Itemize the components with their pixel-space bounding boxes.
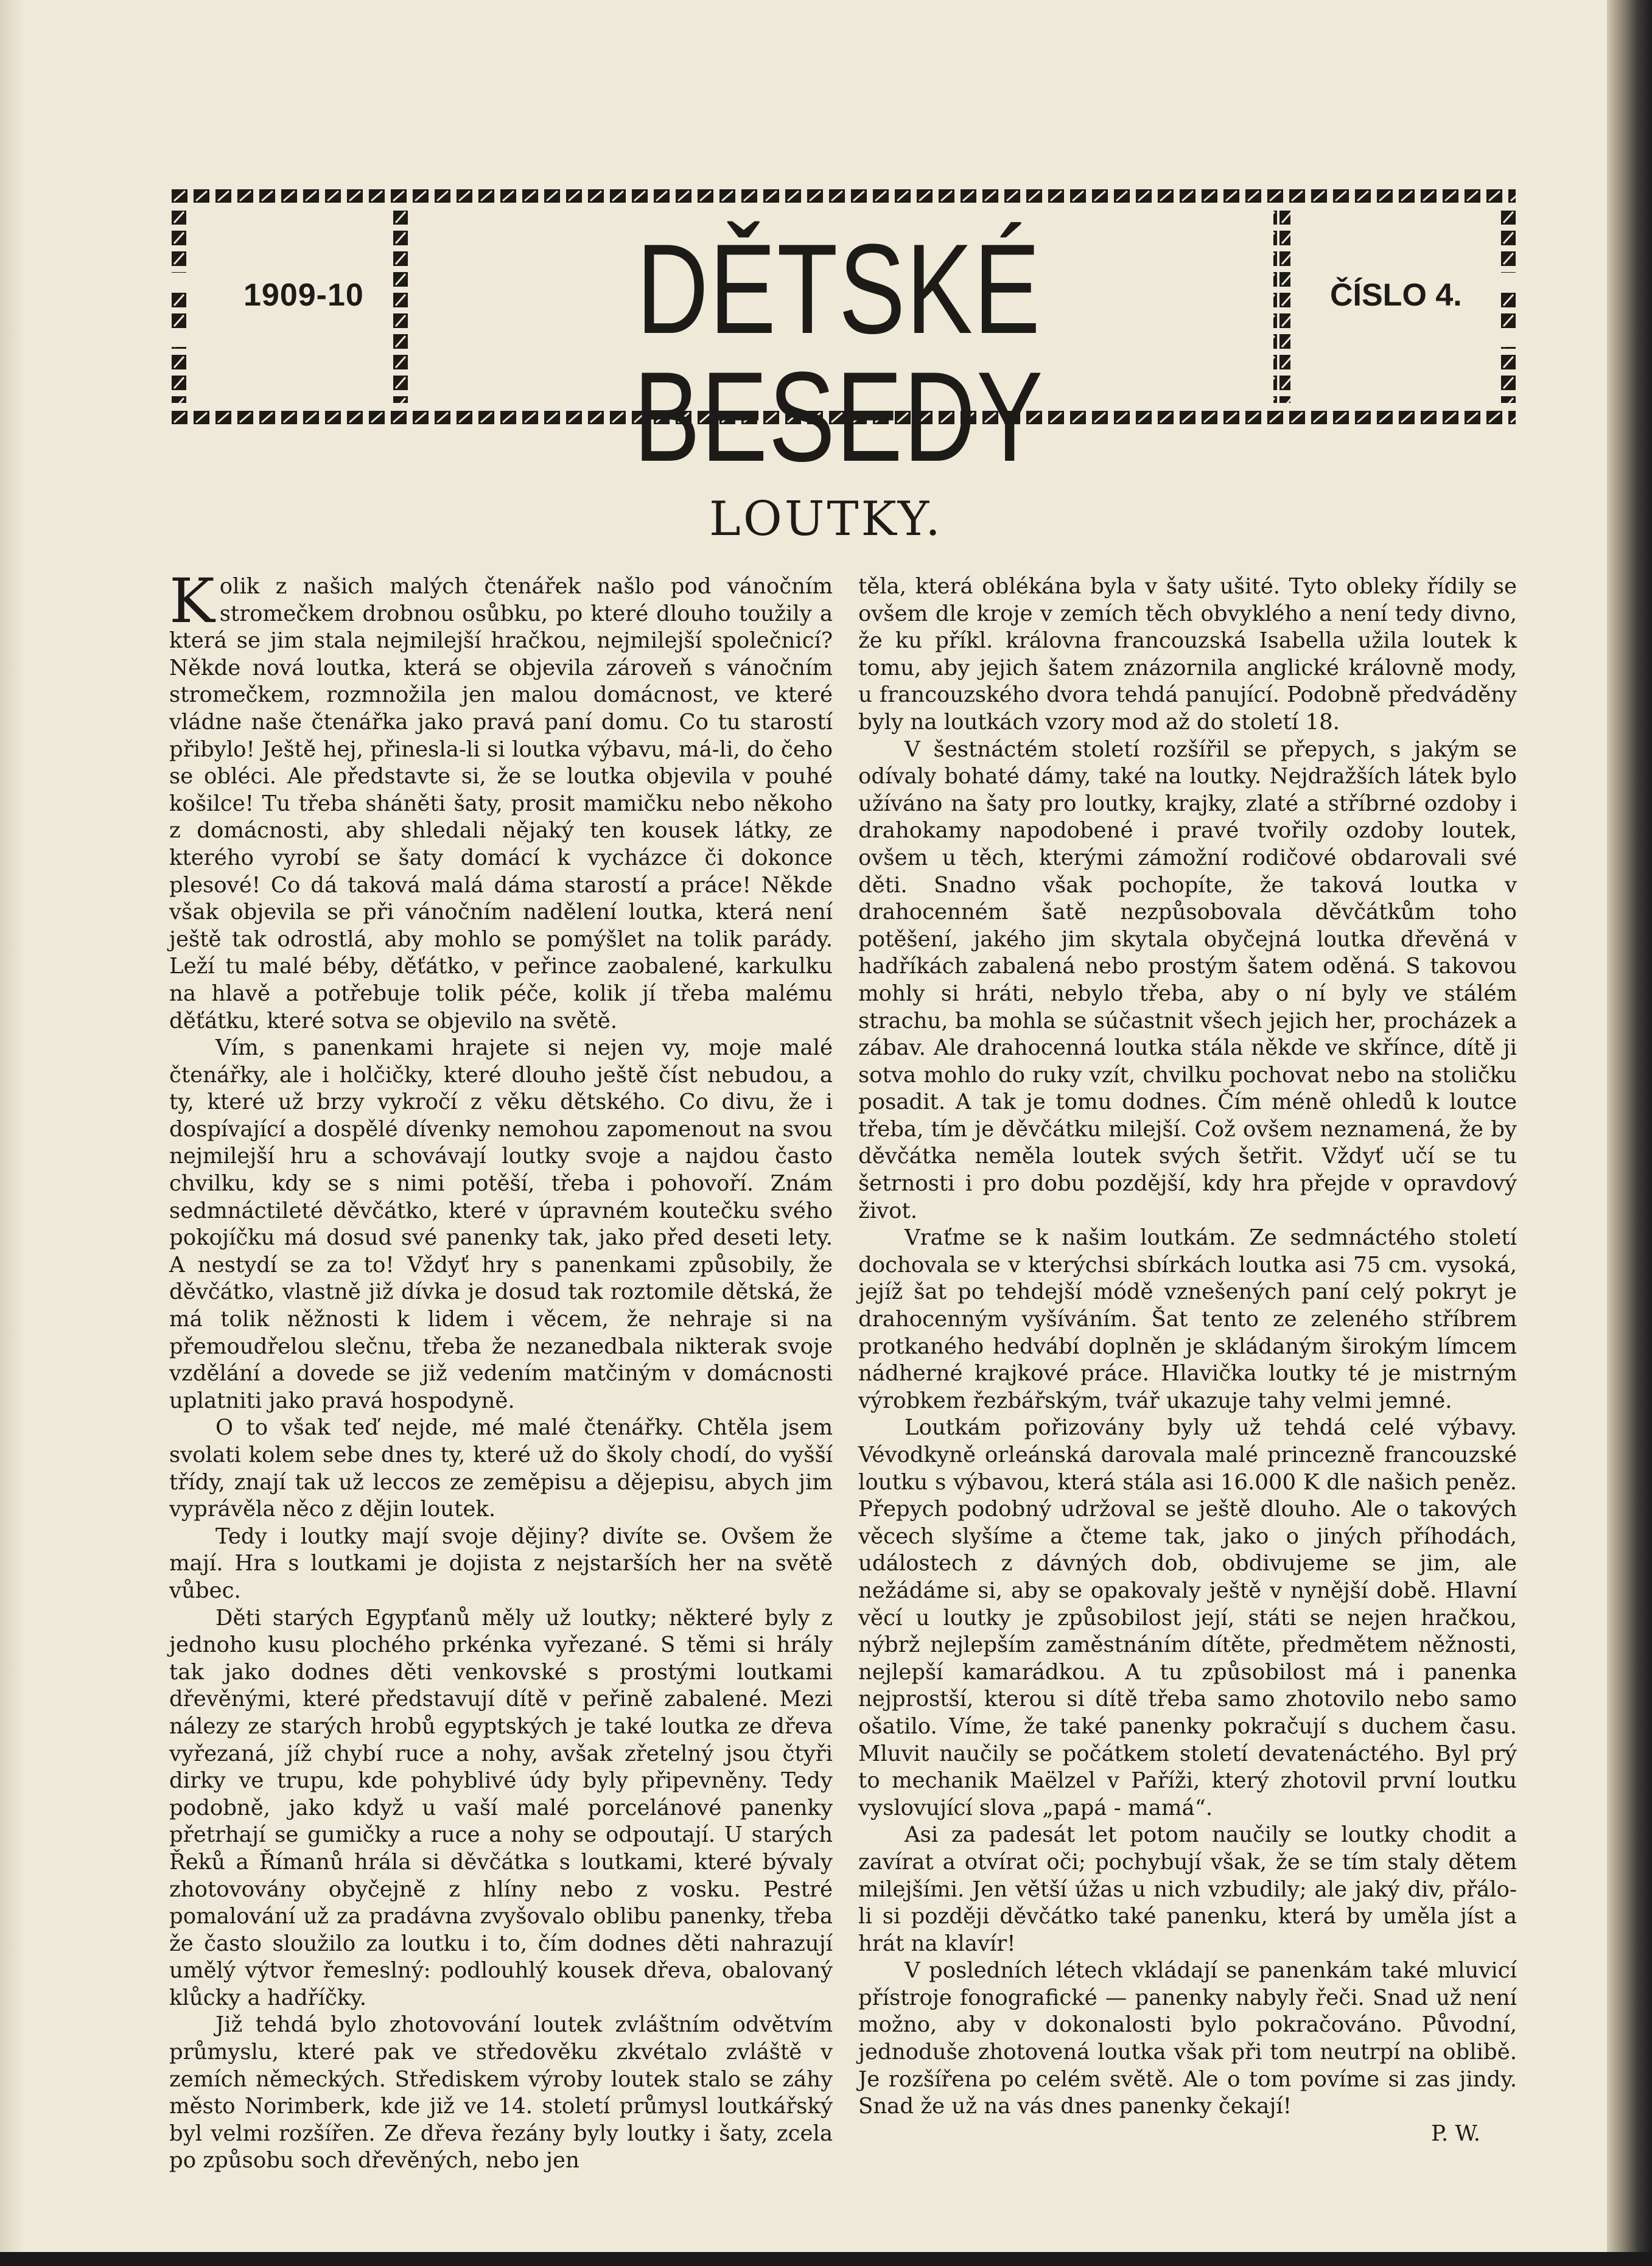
- issue-number: ČÍSLO 4.: [1330, 278, 1462, 313]
- volume-year: 1909-10: [243, 278, 364, 313]
- paragraph: těla, která oblékána byla v šaty ušité. Tyto obleky řídily se ovšem dle kroje v zemích těch obvyklého a není tedy divno, že ku příkl. královna francouzská Isabella užila loutek k tomu, aby jejich šatem znázornila anglické královně mody, u francouzského dvora tehdá panující. Podobně předváděny byly na loutkách vzory mod až do století 18.: [858, 574, 1517, 735]
- bottom-edge: [0, 2252, 1652, 2266]
- page-edge-shadow: [0, 0, 24, 2266]
- paragraph: Asi za padesát let potom naučily se loutky chodit a zavírat a otvírat oči; pochybují však, že se tím staly dětem milejšími. Jen větší úžas u nich vzbudily; ale jaký div, přálo-li si později děvčátko také panenku, která by uměla jíst a hrát na klavír!: [858, 1822, 1517, 1956]
- paragraph: V šestnáctém století rozšířil se přepych, s jakým se odívaly bohaté dámy, také na loutky. Nejdražších látek bylo užíváno na šaty pro loutky, krajky, zlaté a stříbrné ozdoby i drahokamy napodobené i pravé tvořily ozdoby loutek, ovšem u těch, kterými zámožní rodičové obdarovali své děti. Snadno však pochopíte, že taková loutka v drahocenném šatě nezpůsobovala děvčátkům toho potěšení, jakého jim skytala obyčejná loutka dřevěná v hadříkách zabalená nebo prostým šatem oděná. S takovou mohly si hráti, nebylo třeba, aby o ní byly ve stálém strachu, ba mohla se súčastnit všech jejich her, procházek a zábav. Ale drahocenná loutka stála někde ve skřínce, dítě ji sotva mohlo do ruky vzít, chvilku pochovat nebo na stoličku posadit. A tak je tomu dodnes. Čím méně ohledů k loutce třeba, tím je děvčátku milejší. Což ovšem neznamená, že by děvčátka neměla loutek svých šetřit. Vždyť učí se tu šetrnosti i pro dobu pozdější, kdy hra přejde v opravdový život.: [858, 736, 1517, 1223]
- paragraph: Již tehdá bylo zhotovování loutek zvláštním odvětvím průmyslu, které pak ve středověku zkvétalo zvláště v zemích německých. Střediskem výroby loutek stalo se záhy město Norimberk, kde již ve 14. století průmysl loutkářský byl velmi rozšířen. Ze dřeva řezány byly loutky i šaty, zcela po způsobu soch dřevěných, nebo jen: [169, 2012, 833, 2173]
- right-column: [858, 573, 1517, 2211]
- drop-cap: K: [169, 565, 215, 637]
- author-signature: P. W.: [1431, 2121, 1480, 2146]
- paragraph: Vraťme se k našim loutkám. Ze sedmnáctého století dochovala se v kterýchsi sbírkách loutka asi 75 cm. vysoká, jejíž šat po tehdejší módě vznešených paní celý pokryt je drahocenným vyšíváním. Šat tento ze zeleného stříbrem protkaného hedvábí doplněn je skládaným širokým límcem nádherné krajkové práce. Hlavička loutky té je mistrným výrobkem řezbářským, tvář ukazuje tahy velmi jemné.: [858, 1225, 1517, 1413]
- publication-title: DĚTSKÉ BESEDY: [634, 217, 1044, 488]
- article-title: LOUTKY.: [709, 492, 943, 547]
- paragraph: O to však teď nejde, mé malé čtenářky. Chtěla jsem svolati kolem sebe dnes ty, které už do školy chodí, do vyšší třídy, znají tak už leccos ze zeměpisu a dějepisu, abych jim vyprávěla něco z dějin loutek.: [169, 1415, 833, 1522]
- paragraph: V posledních létech vkládají se panenkám také mluvicí přístroje fonografické — panenky nabyly řeči. Snad už není možno, aby v dokonalosti bylo pokračováno. Původní, jednoduše zhotovená loutka však při tom neutrpí na oblibě. Je rozšířena po celém světě. Ale o tom povíme si zas jindy. Snad že už na vás dnes panenky čekají!: [858, 1958, 1517, 2119]
- paragraph: Kolik z našich malých čtenářek našlo pod vánočním stromečkem drobnou osůbku, po které dlouho toužily a která se jim stala nejmilejší hračkou, nejmilejší společnicí? Někde nová loutka, která se objevila zároveň s vánočním stromečkem, rozmnožila jen malou domácnost, ve které vládne naše čtenářka jako pravá paní domu. Co tu starostí přibylo! Ještě hej, přinesla-li si loutka výbavu, má-li, do čeho se obléci. Ale představte si, že se loutka objevila v pouhé košilce! Tu třeba sháněti šaty, prosit mamičku nebo někoho z domácnosti, aby shledali nějaký ten kousek látky, ze kterého vyrobí se šaty domácí k vycházce či dokonce plesové! Co dá taková malá dáma starostí a práce! Někde však objevila se při vánočním nadělení loutka, která není ještě tak odrostlá, aby mohlo se pomýšlet na tolik parády. Leží tu malé béby, děťátko, v peřince zaobalené, karkulku na hlavě a potřebuje tolik péče, kolik jí třeba malému děťátku, které sotva se objevilo na světě.: [169, 565, 833, 1033]
- book-spine-shadow: [1607, 0, 1652, 2266]
- paragraph: Vím, s panenkami hrajete si nejen vy, moje malé čtenářky, ale i holčičky, které dlouho ještě číst nebudou, a ty, které už brzy vykročí z věku dětského. Co divu, že i dospívající a dospělé dívenky nemohou zapomenout na svou nejmilejší hru a schovávají loutky svoje a najdou často chvilku, kdy se s nimi potěší, třeba i pohovoří. Znám sedmnáctileté děvčátko, které v úpravném koutečku svého pokojíčku má dosud své panenky tak, jako před deseti lety. A nestydí se za to! Vždyť hry s panenkami způsobily, že děvčátko, vlastně již dívka je dosud tak roztomile dětská, že má tolik něžnosti k lidem i věcem, že nehraje si na přemoudřelou slečnu, třeba že nezanedbala nikterak svoje vzdělání a dovede se již vedením matčiným v domácnosti uplatniti jako pravá hospodyně.: [169, 1035, 833, 1413]
- paragraph: Loutkám pořizovány byly už tehdá celé výbavy. Vévodkyně orleánská darovala malé princezně francouzské loutku s výbavou, která stála asi 16.000 K dle našich peněz. Přepych podobný udržoval se ještě dlouho. Ale o takových věcech slyšíme a čteme tak, jako o jiných příhodách, událostech z dávných dob, obdivujeme se jim, ale nežádáme si, aby se opakovaly ještě v nynější době. Hlavní věcí u loutky je způsobilost její, státi se nejen hračkou, nýbrž nejlepším zaměstnáním dítěte, předmětem něžnosti, nejlepší kamarádkou. A tu způsobilost má i panenka nejprostší, kterou si dítě třeba samo zhotovilo nebo samo ošatilo. Víme, že také panenky pokračují s duchem času. Mluvit naučily se počátkem století devatenáctého. Byl prý to mechanik Maëlzel v Paříži, který zhotovil první loutku vyslovující slova „papá - mamá“.: [858, 1415, 1517, 1820]
- paragraph: Děti starých Egypťanů měly už loutky; některé byly z jednoho kusu plochého prkénka vyřezané. S těmi si hrály tak jako dodnes děti venkovské s prostými loutkami dřevěnými, které představují dítě v peřině zabalené. Mezi nálezy ze starých hrobů egyptských je také loutka ze dřeva vyřezaná, jíž chybí ruce a nohy, avšak zřetelný jsou čtyři dirky ve trupu, kde pohyblivé údy byly připevněny. Tedy podobně, jako když u vaší malé porcelánové panenky přetrhají se gumičky a ruce a nohy se odpoutají. U starých Řeků a Římanů hrála si děvčátka s loutkami, které bývaly zhotovovány obyčejně z hlíny nebo z vosku. Pestré pomalování už za pradávna zvyšovalo oblibu panenky, třeba že často sloužilo za loutku i to, čím dodnes děti nahrazují umělý výtvor řemeslný: podlouhlý kousek dřeva, obalovaný klůcky a hadříčky.: [169, 1605, 833, 2010]
- left-column: [169, 565, 833, 2211]
- paragraph: Tedy i loutky mají svoje dějiny? divíte se. Ovšem že mají. Hra s loutkami je dojista z nejstarších her na světě vůbec.: [169, 1523, 833, 1603]
